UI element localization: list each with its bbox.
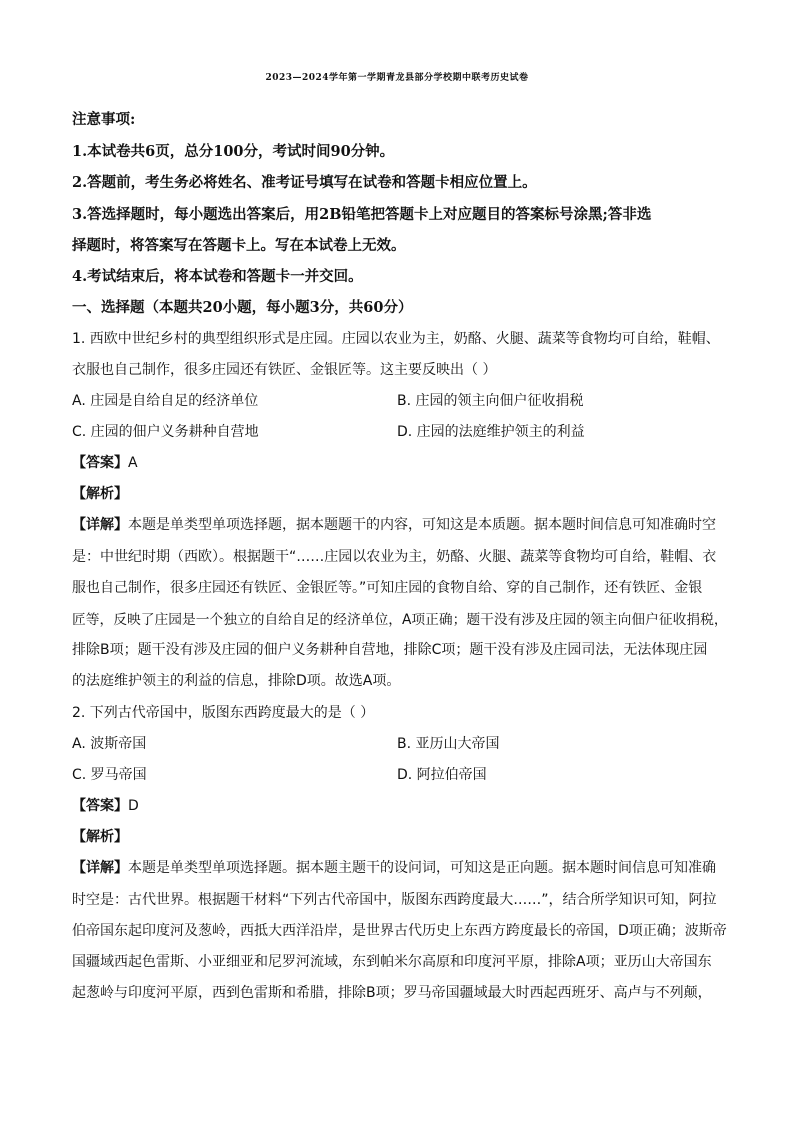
q2-option-c: C. 罗马帝国	[72, 767, 147, 783]
q1-stem-line-1: 1. 西欧中世纪乡村的典型组织形式是庄园。庄园以农业为主，奶酪、火腿、蔬菜等食物均可自给，鞋帽、	[72, 331, 720, 347]
q1-detail-tag: 【详解】	[72, 517, 128, 533]
q1-option-d: D. 庄园的法庭维护领主的利益	[397, 424, 585, 440]
q2-option-d: D. 阿拉伯帝国	[397, 767, 487, 783]
q2-detail-line-2: 时空是：古代世界。根据题干材料“下列古代帝国中，版图东西跨度最大……”，结合所学知识可知，阿拉	[72, 892, 717, 908]
q1-option-a: A. 庄园是自给自足的经济单位	[72, 393, 259, 409]
page-title: 2023—2024学年第一学期青龙县部分学校期中联考历史试卷	[265, 73, 529, 83]
q2-option-a: A. 波斯帝国	[72, 736, 147, 752]
q1-detail-line-4: 匠等，反映了庄园是一个独立的自给自足的经济单位，A项正确；题干没有涉及庄园的领主向佃户征收捐税，	[72, 612, 728, 628]
q1-detail-line-2: 是：中世纪时期（西欧）。根据题干“……庄园以农业为主，奶酪、火腿、蔬菜等食物均可自给，鞋帽、衣	[72, 549, 717, 565]
q1-analysis-tag: 【解析】	[72, 486, 128, 502]
notice-item-3-cont: 择题时，将答案写在答题卡上。写在本试卷上无效。	[72, 237, 406, 254]
q2-stem: 2. 下列古代帝国中，版图东西跨度最大的是（ ）	[72, 705, 375, 721]
q1-answer-line	[72, 452, 732, 472]
q2-answer-value: D	[128, 798, 139, 814]
q1-answer-value: A	[128, 455, 138, 471]
q2-detail-line-5: 起葱岭与印度河平原，西到色雷斯和希腊，排除B项；罗马帝国疆域最大时西起西班牙、高卢与不列颠，	[72, 985, 712, 1001]
q1-option-b: B. 庄园的领主向佃户征收捐税	[397, 393, 584, 409]
q1-analysis-label	[72, 483, 732, 503]
q1-detail-line-1	[72, 514, 732, 534]
q1-stem-line-2: 衣服也自己制作，很多庄园还有铁匠、金银匠等。这主要反映出（ ）	[72, 362, 497, 378]
q1-detail-text-1: 本题是单类型单项选择题，据本题题干的内容，可知这是本质题。据本题时间信息可知准确时空	[128, 517, 716, 533]
q2-detail-line-1	[72, 857, 732, 877]
q2-answer-line	[72, 795, 732, 815]
notice-item-2: 2.答题前，考生务必将姓名、准考证号填写在试卷和答题卡相应位置上。	[72, 174, 537, 191]
q2-detail-line-4: 国疆域西起色雷斯、小亚细亚和尼罗河流域，东到帕米尔高原和印度河平原，排除A项；亚历山大帝国东	[72, 954, 712, 970]
q2-answer-label: 【答案】	[72, 798, 128, 814]
q2-detail-text-1: 本题是单类型单项选择题。据本题主题干的设问词，可知这是正向题。据本题时间信息可知准确	[128, 860, 716, 876]
q2-detail-line-3: 伯帝国东起印度河及葱岭，西抵大西洋沿岸，是世界古代历史上东西方跨度最长的帝国，D项正确；波斯帝	[72, 923, 727, 939]
q1-detail-line-3: 服也自己制作，很多庄园还有铁匠、金银匠等。”可知庄园的食物自给、穿的自己制作，还有铁匠、金银	[72, 580, 703, 596]
q2-option-b: B. 亚历山大帝国	[397, 736, 500, 752]
q2-analysis-label	[72, 826, 732, 846]
q1-option-c: C. 庄园的佃户义务耕种自营地	[72, 424, 259, 440]
q2-detail-tag: 【详解】	[72, 860, 128, 876]
q1-detail-line-5: 排除B项；题干没有涉及庄园的佃户义务耕种自营地，排除C项；题干没有涉及庄园司法，无法体现庄园	[72, 642, 708, 658]
q1-answer-label: 【答案】	[72, 455, 128, 471]
notice-item-3: 3.答选择题时，每小题选出答案后，用2B铅笔把答题卡上对应题目的答案标号涂黑;答非选	[72, 206, 652, 223]
q1-detail-line-6: 的法庭维护领主的利益的信息，排除D项。故选A项。	[72, 673, 401, 689]
notice-item-4: 4.考试结束后，将本试卷和答题卡一并交回。	[72, 268, 363, 285]
q2-analysis-tag: 【解析】	[72, 829, 128, 845]
notice-heading: 注意事项:	[72, 111, 136, 128]
notice-item-1: 1.本试卷共6页，总分100分，考试时间90分钟。	[72, 143, 395, 160]
section-heading: 一、选择题（本题共20小题，每小题3分，共60分）	[72, 299, 413, 316]
